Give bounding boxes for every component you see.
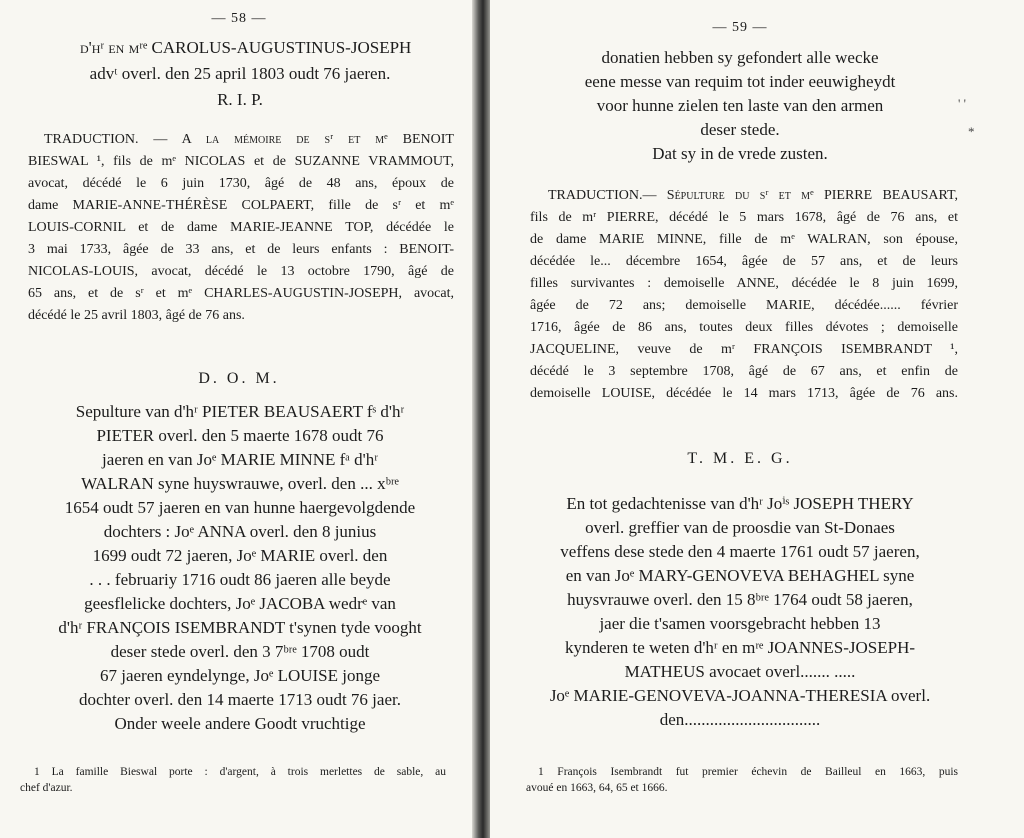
section-heading-right: T. M. E. G. [687, 450, 793, 467]
text-line: Sepulture van d'hʳ PIETER BEAUSAERT fˢ d'hʳ [75, 402, 405, 421]
text-line: LOUIS-CORNIL et de dame MARIE-JEANNE TOP, décédée le [28, 220, 454, 235]
text-line: voor hunne zielen ten laste van den armen [596, 96, 884, 115]
text-line: Joᵉ MARIE-GENOVEVA-JOANNA-THERESIA overl. [549, 686, 931, 705]
text-line: demoiselle LOUISE, décédée le 14 mars 1713, âgée de 76 ans. [530, 386, 958, 401]
text-line: dochter overl. den 14 maerte 1713 oudt 76 jaer. [79, 690, 401, 709]
text-line: décédé le 25 avril 1803, âgé de 76 ans. [28, 308, 245, 323]
text-line: Onder weele andere Goodt vruchtige [114, 714, 366, 733]
text-line: d'hʳ en mʳᵉ CAROLUS-AUGUSTINUS-JOSEPH [80, 38, 412, 57]
text-line: advᵗ overl. den 25 april 1803 oudt 76 jaeren. [89, 64, 391, 83]
footnote-line: chef d'azur. [20, 782, 73, 794]
text-line: 1699 oudt 72 jaeren, Joᵉ MARIE overl. den [92, 546, 388, 565]
text-line: den................................ [659, 710, 821, 729]
text-line: 65 ans, et de sʳ et mᵉ CHARLES-AUGUSTIN-JOSEPH, avocat, [28, 286, 454, 301]
text-line: eene messe van requim tot inder eeuwigheydt [584, 72, 896, 91]
text-line: kynderen te weten d'hʳ en mʳᵉ JOANNES-JOSEPH- [564, 638, 916, 657]
footnote-line: 1 La famille Bieswal porte : d'argent, à trois merlettes de sable, au [34, 766, 446, 778]
text-line: dame MARIE-ANNE-THÉRÈSE COLPAERT, fille de sʳ et mᵉ [28, 198, 454, 213]
text-line: filles survivantes : demoiselle ANNE, décédée le 8 juin 1699, [530, 276, 958, 291]
margin-mark: * [968, 124, 975, 139]
text-line: JACQUELINE, veuve de mʳ FRANÇOIS ISEMBRANDT ¹, [530, 342, 958, 357]
text-line: en van Joᵉ MARY-GENOVEVA BEHAGHEL syne [565, 566, 915, 585]
right-page [490, 0, 1024, 838]
text-line: de dame MARIE MINNE, fille de mᵉ WALRAN, son épouse, [530, 232, 958, 247]
text-line: décédé le 3 septembre 1708, âgé de 67 ans, et enfin de [530, 364, 958, 379]
text-line: dochters : Joᵉ ANNA overl. den 8 junius [103, 522, 377, 541]
text-line: donatien hebben sy gefondert alle wecke [601, 48, 879, 67]
footnote-line: avoué en 1663, 64, 65 et 1666. [526, 782, 668, 794]
text-line: deser stede. [700, 120, 780, 139]
margin-mark: ' ' [958, 96, 966, 111]
text-line: WALRAN syne huyswrauwe, overl. den ... xᵇʳᵉ [81, 474, 399, 493]
text-line: NICOLAS-LOUIS, avocat, décédé le 13 octobre 1790, âgé de [28, 264, 454, 279]
text-line: 1654 oudt 57 jaeren en van hunne haergevolgdende [64, 498, 416, 517]
text-line: overl. greffier van de proosdie van St-Donaes [585, 518, 895, 537]
text-line: 1716, âgée de 86 ans, toutes deux filles dévotes ; demoiselle [530, 320, 958, 335]
page-number-right: — 59 — [712, 20, 768, 35]
page-number-left: — 58 — [211, 11, 267, 26]
text-line: TRADUCTION. — A la mémoire de sʳ et mᵉ BENOIT [44, 132, 454, 147]
text-line: fils de mʳ PIERRE, décédé le 5 mars 1678, âgé de 76 ans, et [530, 210, 958, 225]
footnote-line: 1 François Isembrandt fut premier échevin de Bailleul en 1663, puis [538, 766, 958, 778]
left-page [0, 0, 478, 838]
text-line: huysvrauwe overl. den 15 8ᵇʳᵉ 1764 oudt 58 jaeren, [567, 590, 913, 609]
text-line: 67 jaeren eyndelynge, Joᵉ LOUISE jonge [99, 666, 381, 685]
text-line: âgée de 72 ans; demoiselle MARIE, décédée...... février [530, 298, 958, 313]
text-line: BIESWAL ¹, fils de mᵉ NICOLAS et de SUZANNE VRAMMOUT, [28, 154, 454, 169]
text-line: Dat sy in de vrede zusten. [652, 144, 828, 163]
text-line: TRADUCTION.— Sépulture du sʳ et mᵉ PIERRE BEAUSART, [548, 188, 958, 203]
text-line: décédée le... décembre 1654, âgée de 57 ans, et de leurs [530, 254, 958, 269]
text-line: avocat, décédé le 6 juin 1730, âgé de 48 ans, époux de [28, 176, 454, 191]
text-line: R. I. P. [217, 90, 263, 109]
text-line: geesflelicke dochters, Joᵉ JACOBA wedrᵉ van [84, 594, 396, 613]
section-heading-left: D. O. M. [198, 370, 280, 387]
text-line: 3 mai 1733, âgée de 33 ans, et de leurs enfants : BENOIT- [28, 242, 454, 257]
text-line: PIETER overl. den 5 maerte 1678 oudt 76 [96, 426, 384, 445]
text-line: jaer die t'samen voorsgebracht hebben 13 [599, 614, 881, 633]
text-line: En tot gedachtenisse van d'hʳ Joⁱˢ JOSEPH THERY [566, 494, 914, 513]
text-line: deser stede overl. den 3 7ᵇʳᵉ 1708 oudt [110, 642, 370, 661]
text-line: . . . februariy 1716 oudt 86 jaeren alle beyde [89, 570, 391, 589]
text-line: d'hʳ FRANÇOIS ISEMBRANDT t'synen tyde vooght [58, 618, 422, 637]
text-line: veffens dese stede den 4 maerte 1761 oudt 57 jaeren, [560, 542, 920, 561]
text-line: MATHEUS avocaet overl....... ..... [624, 662, 856, 681]
text-line: jaeren en van Joᵉ MARIE MINNE fᵃ d'hʳ [102, 450, 378, 469]
